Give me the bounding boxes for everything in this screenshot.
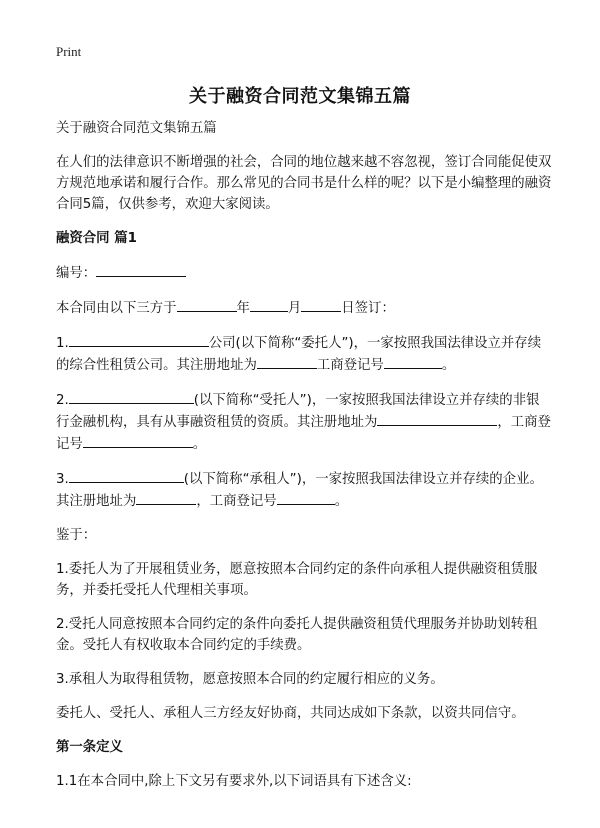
party-2-text-a: (以下简称“受托人”)，一家按照我国法律设立并存续的非银行金融机构，具有从事融资租赁的资质。其注册地址为 (56, 393, 540, 430)
contract-heading: 融资合同 篇1 (56, 231, 137, 246)
party-3-text-c: 。 (334, 494, 349, 509)
party-2-address-blank (377, 411, 497, 426)
article-1-heading: 第一条定义 (56, 740, 123, 755)
party-2-index: 2. (56, 393, 69, 408)
agreement-paragraph: 委托人、受托人、承租人三方经友好协商，共同达成如下条款，以资共同信守。 (56, 706, 525, 721)
contract-number-label: 编号： (56, 266, 97, 281)
contract-number-blank (96, 262, 186, 277)
party-3-address-blank (136, 490, 196, 505)
party-1-text-a: 公司(以下简称“委托人”)，一家按照我国法律设立并存续的综合性租赁公司。其注册地址为 (56, 336, 542, 373)
month-label: 月 (287, 301, 302, 316)
whereas-item: 3.承租人为取得租赁物，愿意按照本合同的约定履行相应的义务。 (56, 672, 444, 687)
party-1-text-c: 。 (441, 358, 456, 373)
party-3-registration-blank (277, 490, 335, 505)
party-1-address-blank (257, 354, 317, 369)
party-1-name-blank (69, 332, 209, 347)
party-2-text-b: ，工商登记号 (56, 415, 551, 452)
contract-number-line (56, 262, 552, 284)
intro-paragraph: 在人们的法律意识不断增强的社会，合同的地位越来越不容忽视，签订合同能促使双方规范地承诺和履行合作。那么常见的合同书是什么样的呢？以下是小编整理的融资合同5篇，仅供参考，欢迎大家阅读。 (56, 155, 552, 212)
document-title: 关于融资合同范文集锦五篇 (189, 86, 411, 107)
party-3-name-blank (69, 468, 184, 483)
year-blank (177, 297, 237, 312)
article-1-1-paragraph: 1.1在本合同中,除上下文另有要求外,以下词语具有下述含义: (56, 774, 412, 789)
party-2-text-c: 。 (192, 437, 207, 452)
party-2-name-blank (69, 389, 194, 404)
year-label: 年 (236, 301, 250, 316)
party-3-paragraph (56, 468, 552, 512)
party-1-text-b: 工商登记号 (316, 358, 384, 373)
party-3-text-b: ，工商登记号 (196, 494, 277, 509)
day-label: 日签订： (341, 301, 395, 316)
party-1-index: 1. (56, 336, 69, 351)
print-link[interactable]: Print (56, 44, 82, 59)
whereas-item: 1.委托人为了开展租赁业务，愿意按照本合同约定的条件向承租人提供融资租赁服务，并委托受托人代理相关事项。 (56, 562, 538, 598)
party-3-text-a: (以下简称“承租人”)，一家按照我国法律设立并存续的企业。其注册地址为 (56, 472, 543, 509)
day-blank (301, 297, 341, 312)
party-3-index: 3. (56, 472, 69, 487)
whereas-label: 鉴于： (56, 528, 97, 543)
party-2-registration-blank (83, 433, 193, 448)
party-1-paragraph (56, 332, 552, 376)
signing-date-line (56, 297, 552, 319)
party-2-paragraph (56, 389, 552, 455)
document-body (56, 118, 552, 805)
party-1-registration-blank (384, 354, 442, 369)
document-subtitle: 关于融资合同范文集锦五篇 (56, 121, 217, 136)
month-blank (250, 297, 288, 312)
signing-prefix: 本合同由以下三方于 (56, 301, 177, 316)
whereas-item: 2.受托人同意按照本合同约定的条件向委托人提供融资租赁代理服务并协助划转租金。受托人有权收取本合同约定的手续费。 (56, 617, 538, 653)
